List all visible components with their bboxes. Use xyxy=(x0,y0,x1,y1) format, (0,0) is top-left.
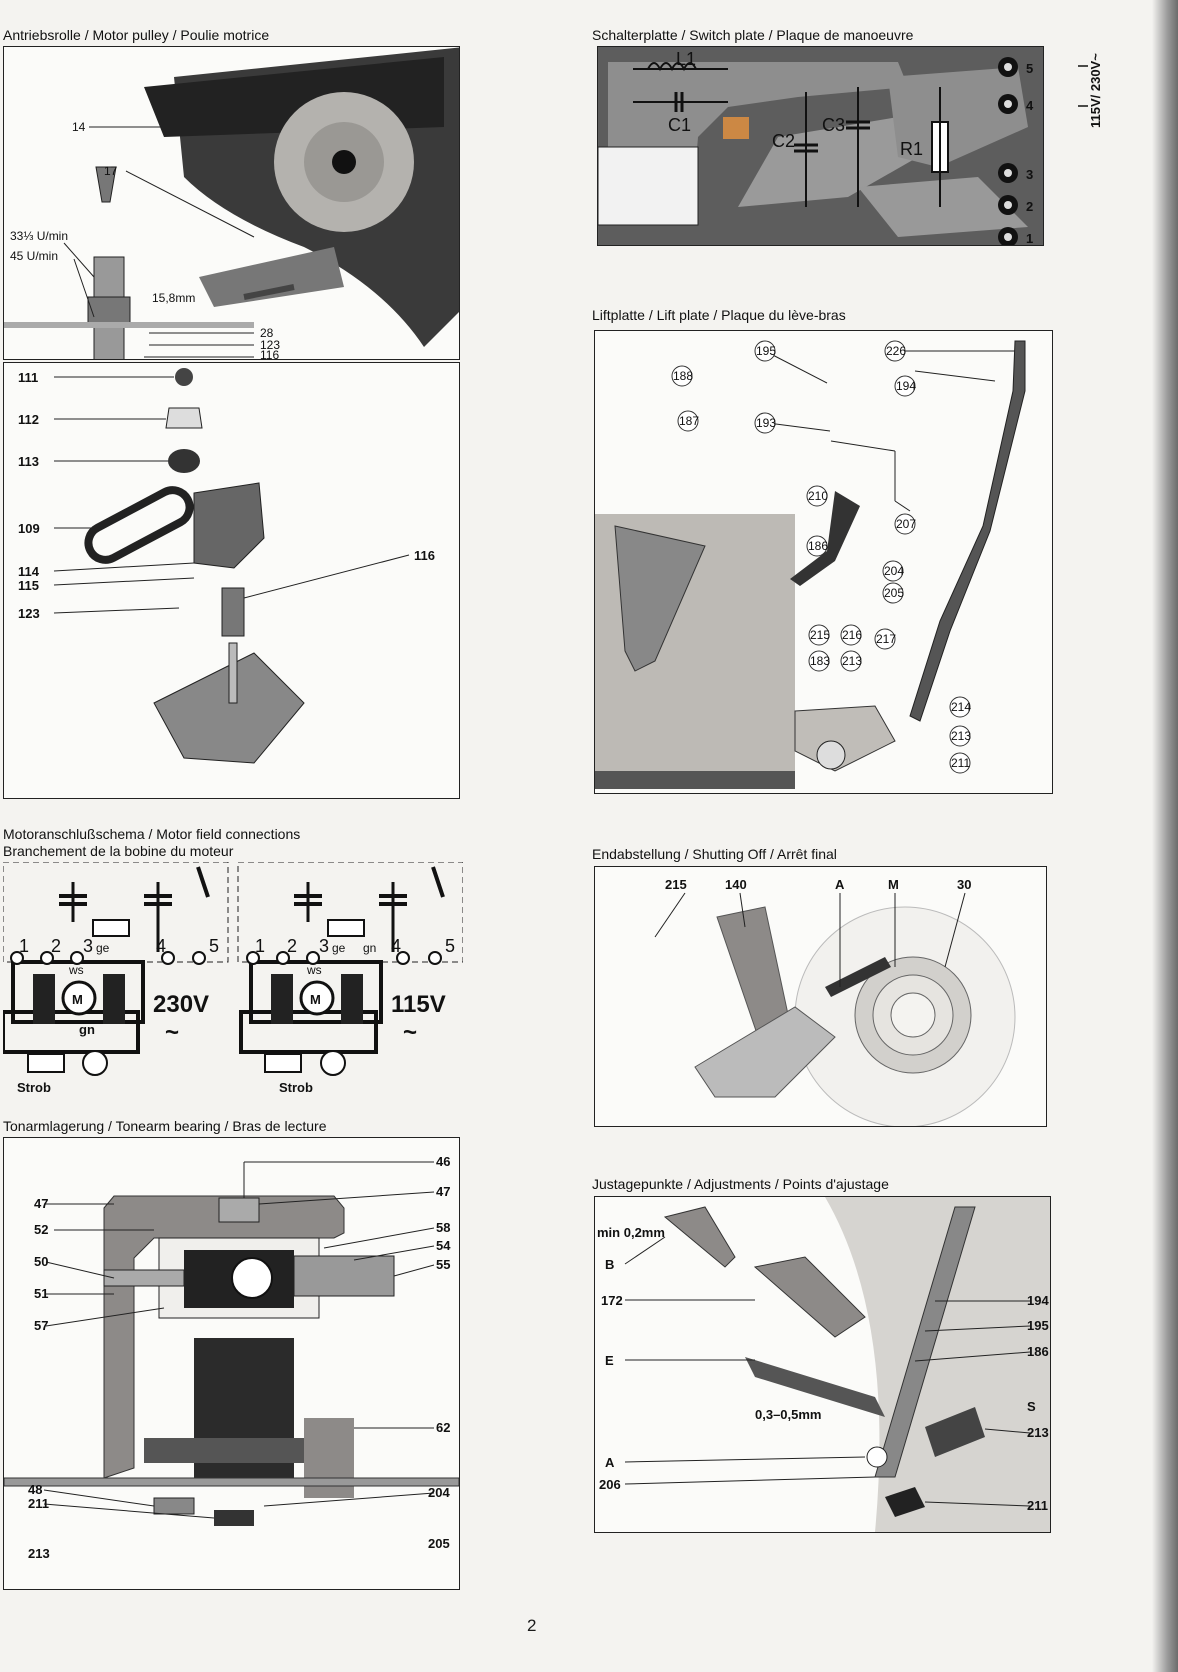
mf-left-ws: ws xyxy=(69,963,84,977)
mf-left-strob: Strob xyxy=(17,1080,51,1095)
caption-adjustments: Justagepunkte / Adjustments / Points d'ajustage xyxy=(592,1176,889,1192)
exploded-motor-panel xyxy=(3,362,460,799)
adjust-right-211: 211 xyxy=(1027,1498,1048,1513)
shutoff-label-30: 30 xyxy=(957,877,972,892)
spring-50 xyxy=(104,1270,184,1286)
mf-volt-115: 115V xyxy=(391,991,446,1018)
adjust-label-min: min 0,2mm xyxy=(597,1225,665,1240)
adjust-arm-b xyxy=(665,1207,735,1267)
tonearm-bearing-panel xyxy=(3,1137,460,1590)
terminal-3: 3 xyxy=(1026,167,1034,182)
lift-bar-194 xyxy=(910,341,1025,721)
switch-plate-diagram xyxy=(598,47,1043,245)
lift-part-195: 195 xyxy=(756,344,777,358)
lift-part-226: 226 xyxy=(886,344,907,358)
mf-left-tilde: ~ xyxy=(165,1019,180,1046)
mf-right-terminal-5: 5 xyxy=(445,936,456,956)
adjust-label-b: B xyxy=(605,1257,615,1272)
adjust-label-a: A xyxy=(605,1455,615,1470)
lift-part-204: 204 xyxy=(884,564,905,578)
pulley-label-33: 33⅓ U/min xyxy=(10,229,69,243)
tonearm-left-213: 213 xyxy=(28,1546,50,1561)
shutoff-label-215: 215 xyxy=(665,877,687,892)
tonearm-right-47: 47 xyxy=(436,1184,451,1199)
tonearm-left-50: 50 xyxy=(34,1254,49,1269)
tonearm-right-205: 205 xyxy=(428,1536,450,1551)
tonearm-left-52: 52 xyxy=(34,1222,49,1237)
motor-field-diagram xyxy=(3,862,463,1102)
mf-left-terminal-1: 1 xyxy=(19,936,30,956)
part-116-bearing xyxy=(222,588,244,636)
motor-pulley-panel xyxy=(3,46,460,360)
lift-part-210: 210 xyxy=(808,489,829,503)
tonearm-right-55: 55 xyxy=(436,1257,451,1272)
mf-left-motor: M xyxy=(72,992,83,1007)
exploded-label-111: 111 xyxy=(18,370,39,385)
wiring-115v xyxy=(238,862,463,1075)
tonearm-left-211: 211 xyxy=(28,1496,49,1511)
lift-part-187: 187 xyxy=(679,414,700,428)
exploded-label-113: 113 xyxy=(18,454,39,469)
chassis xyxy=(4,1478,459,1486)
adjust-right-186: 186 xyxy=(1027,1344,1049,1359)
mf-left-ge: ge xyxy=(96,941,110,955)
mf-right-terminal-4: 4 xyxy=(391,936,402,956)
pulley-label-123: 123 xyxy=(260,338,281,352)
pulley-label-dimension: 15,8mm xyxy=(152,291,196,305)
lift-part-186: 186 xyxy=(808,539,829,553)
lift-part-216: 216 xyxy=(842,628,863,642)
lift-part-217: 217 xyxy=(876,632,897,646)
terminal-4: 4 xyxy=(1026,98,1034,113)
screw-47 xyxy=(219,1198,259,1222)
lift-part-207: 207 xyxy=(896,517,917,531)
mf-volt-230: 230V xyxy=(153,991,210,1018)
caption-shutting-off: Endabstellung / Shutting Off / Arrêt final xyxy=(592,846,837,862)
lift-part-213b: 213 xyxy=(951,729,972,743)
tonearm-right-58: 58 xyxy=(436,1220,451,1235)
lift-part-183: 183 xyxy=(810,654,831,668)
adjust-label-e: E xyxy=(605,1353,614,1368)
tonearm-left-47: 47 xyxy=(34,1196,49,1211)
mf-left-terminal-2: 2 xyxy=(51,936,62,956)
part-114-bracket xyxy=(194,483,264,568)
wiring-230v xyxy=(3,862,228,1075)
terminal-5: 5 xyxy=(1026,61,1034,76)
mf-right-strob: Strob xyxy=(279,1080,313,1095)
part-109-belt xyxy=(82,484,195,566)
shutoff-label-140: 140 xyxy=(725,877,747,892)
pulley-label-116: 116 xyxy=(260,348,280,359)
tonearm-right-62: 62 xyxy=(436,1420,451,1435)
idler-arm xyxy=(199,247,344,307)
tonearm-left-48: 48 xyxy=(28,1482,43,1497)
lift-plate-panel xyxy=(594,330,1053,794)
tonearm-bearing-diagram xyxy=(4,1138,459,1589)
pulley-label-17: 17 xyxy=(104,164,118,178)
platter-edge xyxy=(825,1197,1050,1532)
voltage-label: 115V/ 230V~ xyxy=(1088,53,1103,128)
caption-switch-plate: Schalterplatte / Switch plate / Plaque de manoeuvre xyxy=(592,27,914,43)
terminal-2: 2 xyxy=(1026,199,1034,214)
adjust-screw-55 xyxy=(294,1256,394,1296)
adjustments-panel xyxy=(594,1196,1051,1533)
tonearm-right-204: 204 xyxy=(428,1485,450,1500)
pulley-label-28: 28 xyxy=(260,326,274,340)
base-plate xyxy=(4,322,254,328)
lift-part-214: 214 xyxy=(951,700,972,714)
mf-left-terminal-4: 4 xyxy=(156,936,167,956)
exploded-motor-diagram xyxy=(4,363,459,798)
caption-motor-field-line2: Branchement de la bobine du moteur xyxy=(3,843,234,859)
tonearm-left-57: 57 xyxy=(34,1318,49,1333)
adjust-right-194: 194 xyxy=(1027,1293,1049,1308)
mf-left-terminal-3: 3 xyxy=(83,936,94,956)
lift-part-193: 193 xyxy=(756,416,777,430)
exploded-label-115: 115 xyxy=(18,578,39,593)
component-l1: L1 xyxy=(676,49,697,69)
exploded-label-114: 114 xyxy=(18,564,39,579)
component-c2: C2 xyxy=(772,131,796,151)
voltage-label-svg xyxy=(1078,10,1108,130)
terminal-1: 1 xyxy=(1026,231,1034,245)
exploded-label-112: 112 xyxy=(18,412,39,427)
adjust-gap-label: 0,3–0,5mm xyxy=(755,1407,822,1422)
exploded-label-109: 109 xyxy=(18,521,40,536)
dual-logo xyxy=(723,117,749,139)
lift-part-211: 211 xyxy=(951,756,971,770)
part-111-nut xyxy=(175,368,193,386)
exploded-label-116: 116 xyxy=(414,548,435,563)
adjust-right-s: S xyxy=(1027,1399,1036,1414)
mf-right-tilde: ~ xyxy=(403,1019,418,1046)
adjust-lever-172 xyxy=(755,1257,865,1337)
mf-right-gn: gn xyxy=(363,941,377,955)
shutoff-label-a: A xyxy=(835,877,845,892)
caption-motor-pulley: Antriebsrolle / Motor pulley / Poulie motrice xyxy=(3,27,270,43)
lift-part-188: 188 xyxy=(673,369,694,383)
tonearm-right-46: 46 xyxy=(436,1154,451,1169)
mf-left-terminal-5: 5 xyxy=(209,936,220,956)
lift-plate-small xyxy=(795,706,895,771)
tonearm-left-51: 51 xyxy=(34,1286,49,1301)
part-113-sleeve xyxy=(168,449,200,473)
adjust-right-195: 195 xyxy=(1027,1318,1049,1333)
motor-pulley-diagram xyxy=(4,47,459,359)
component-c1: C1 xyxy=(668,115,692,135)
caption-tonearm-bearing: Tonarmlagerung / Tonearm bearing / Bras de lecture xyxy=(3,1118,327,1134)
lift-part-215: 215 xyxy=(810,628,831,642)
page-number: 2 xyxy=(527,1616,537,1635)
idler-hub xyxy=(332,150,356,174)
part-112-pulley xyxy=(166,408,202,428)
mf-right-ws: ws xyxy=(307,963,322,977)
tonearm-right-54: 54 xyxy=(436,1238,451,1253)
adjust-label-172: 172 xyxy=(601,1293,623,1308)
adjust-right-213: 213 xyxy=(1027,1425,1049,1440)
lift-part-205: 205 xyxy=(884,586,905,600)
mf-right-motor: M xyxy=(310,992,321,1007)
mf-right-ge: ge xyxy=(332,941,346,955)
shutting-off-panel xyxy=(594,866,1047,1127)
switch-plate-panel xyxy=(597,46,1044,246)
mf-left-gn: gn xyxy=(79,1022,95,1037)
component-r1: R1 xyxy=(900,139,924,159)
shutoff-label-m: M xyxy=(888,877,899,892)
exploded-label-123: 123 xyxy=(18,606,40,621)
caption-lift-plate: Liftplatte / Lift plate / Plaque du lève-bras xyxy=(592,307,846,323)
lift-part-194: 194 xyxy=(896,379,917,393)
lift-part-213a: 213 xyxy=(842,654,863,668)
switch-body xyxy=(598,147,698,225)
component-c3: C3 xyxy=(822,115,846,135)
lift-plate-diagram xyxy=(595,331,1052,793)
shutting-off-diagram xyxy=(595,867,1046,1126)
caption-motor-field-line1: Motoranschlußschema / Motor field connections xyxy=(3,826,301,842)
adjustments-diagram xyxy=(595,1197,1050,1532)
motor-spindle xyxy=(229,643,237,703)
adjust-label-206: 206 xyxy=(599,1477,621,1492)
pulley-label-14: 14 xyxy=(72,120,86,134)
pulley-label-45: 45 U/min xyxy=(10,249,59,263)
binding-fold xyxy=(1152,0,1178,1672)
mf-right-terminal-3: 3 xyxy=(319,936,330,956)
mf-right-terminal-2: 2 xyxy=(287,936,298,956)
mf-right-terminal-1: 1 xyxy=(255,936,266,956)
